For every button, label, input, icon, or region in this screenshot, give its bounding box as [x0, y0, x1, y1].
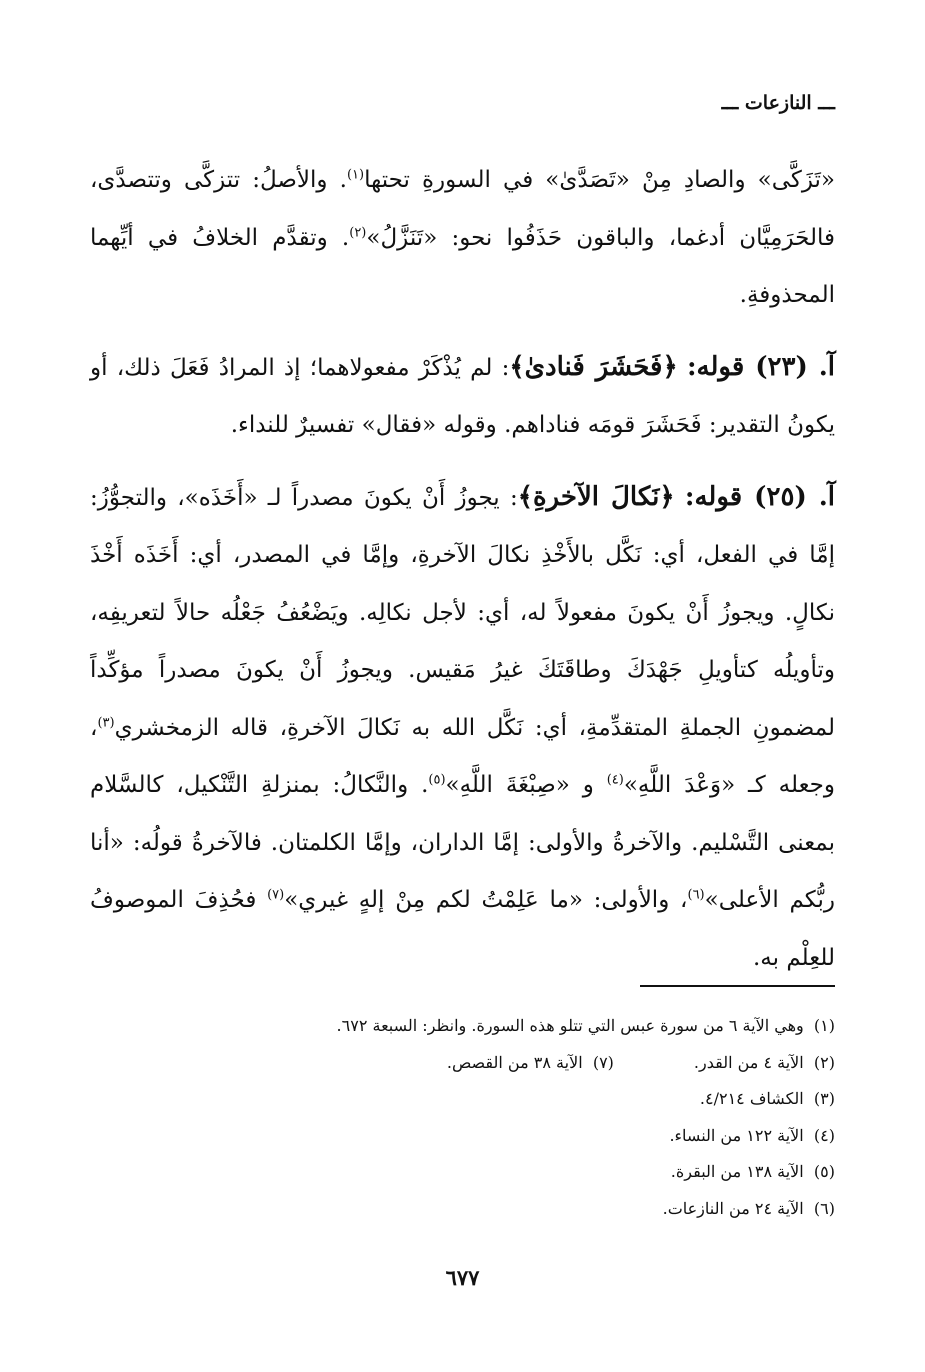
footnote-ref[interactable]: (٥)	[428, 772, 446, 788]
footnote-number: (٢)	[813, 1052, 835, 1072]
quranic-quote: ﴿فَحَشَرَ فَنادىٰ﴾	[509, 351, 678, 382]
footnote-text: الآية ١٢٢ من النساء.	[669, 1125, 804, 1145]
paragraph-text: فحُذِفَ الموصوفُ للعِلْم به.	[90, 887, 835, 971]
paragraph-text: ، والأولى: «ما عَلِمْتُ لكم مِنْ إلهٍ غيري»	[284, 887, 688, 913]
footnote-item	[90, 1081, 835, 1118]
paragraph-text: . وتقدَّم الخلافُ في أيِّهما المحذوفةِ.	[90, 224, 835, 308]
footnote-item-secondary	[447, 1045, 614, 1082]
verse-reference: آ. (٢٣) قوله:	[686, 351, 835, 382]
footnote-number: (١)	[813, 1016, 835, 1035]
paragraph-2	[90, 339, 835, 455]
paragraph-3	[90, 469, 835, 988]
footnote-text: الآية ١٣٨ من البقرة.	[670, 1162, 804, 1181]
footnote-text: الآية ٣٨ من القصص.	[446, 1052, 583, 1072]
footnote-number: (٥)	[813, 1162, 835, 1181]
footnote-number: (٦)	[813, 1198, 835, 1218]
footnote-number: (٣)	[813, 1089, 835, 1108]
paragraph-text: ، وجعله كـ «وَعْدَ اللَّهِ»	[90, 714, 835, 798]
footnote-text: وهي الآية ٦ من سورة عبس التي تتلو هذه السورة. وانظر: السبعة ٦٧٢.	[336, 1016, 804, 1035]
surah-title: ـــ النازعات ـــ	[721, 92, 835, 114]
footnote-item	[90, 1154, 835, 1191]
footnote-text: الآية ٤ من القدر.	[693, 1052, 804, 1072]
footnote-number: (٧)	[592, 1052, 614, 1072]
verse-reference: آ. (٢٥) قوله:	[684, 481, 835, 512]
footnote-ref[interactable]: (٣)	[97, 714, 115, 730]
footnote-item	[90, 1118, 835, 1155]
footnote-text: الكشاف ٤/٢١٤.	[699, 1089, 804, 1108]
footnote-text: الآية ٢٤ من النازعات.	[662, 1198, 804, 1218]
footnote-divider	[640, 985, 835, 987]
paragraph-text: . والنَّكالُ: بمنزلةِ التَّنْكيل، كالسَّلام بمعنى التَّسْليم. والآخرةُ والأولى: إمَّا الداران، وإمَّا الكلمتان. فالآخرةُ قولُه: «أنا ربُّكم الأعلى»	[90, 772, 835, 913]
main-text	[90, 152, 835, 987]
footnote-item	[90, 1008, 835, 1045]
footnote-item	[90, 1191, 835, 1228]
footnotes	[90, 1008, 835, 1227]
paragraph-text: : لم يُذْكَرْ مفعولاهما؛ إذ المرادُ فَعَلَ ذلك، أو يكونُ التقدير: فَحَشَرَ قومَه فناداهم. وقوله «فقال» تفسيرٌ للنداء.	[90, 354, 835, 438]
paragraph-1	[90, 152, 835, 325]
footnote-item	[90, 1045, 835, 1082]
paragraph-text: : يجوزُ أَنْ يكونَ مصدراً لـ «أَخَذَه»، والتجوُّزُ: إمَّا في الفعل، أي: نَكَّل بالأَخْذِ نكالَ الآخرةِ، وإمَّا في المصدر، أي: أَخَذَه أَخْذَ نكالٍ. ويجوزُ أَنْ يكونَ مفعولاً له، أي: لأجل نكالِه. ويَضْعُفُ جَعْلُه حالاً لتعريفِه، وتأويلُه كتأويلِ جَهْدَكَ وطاقَتَكَ غيرُ مَقيس. ويجوزُ أَنْ يكونَ مصدراً مؤكِّداً لمضمونِ الجملةِ المتقدِّمةِ، أي: نَكَّل الله به نَكالَ الآخرةِ، قاله الزمخشري	[90, 484, 835, 741]
quranic-quote: ﴿نَكالَ الآخرةِ﴾	[517, 481, 675, 512]
footnote-number: (٤)	[813, 1125, 835, 1145]
paragraph-text: . والأصلُ: تتزكَّى وتتصدَّى، فالحَرَمِيَّان أدغما، والباقون حَذَفُوا نحو: «تَنَزَّلُ»	[90, 167, 835, 251]
paragraph-text: «تَزَكَّى» والصادِ مِنْ «تَصَدَّىٰ» في السورةِ تحتها	[364, 167, 836, 193]
footnote-ref[interactable]: (٤)	[606, 772, 624, 788]
running-header	[722, 92, 835, 114]
footnote-ref[interactable]: (١)	[346, 167, 365, 183]
page-number: ٦٧٧	[445, 1265, 480, 1290]
footnote-ref[interactable]: (٧)	[267, 887, 285, 903]
footnote-ref[interactable]: (٢)	[349, 224, 367, 240]
paragraph-text: و «صِبْغَةَ اللَّهِ»	[445, 772, 607, 798]
footnote-ref[interactable]: (٦)	[687, 887, 705, 903]
